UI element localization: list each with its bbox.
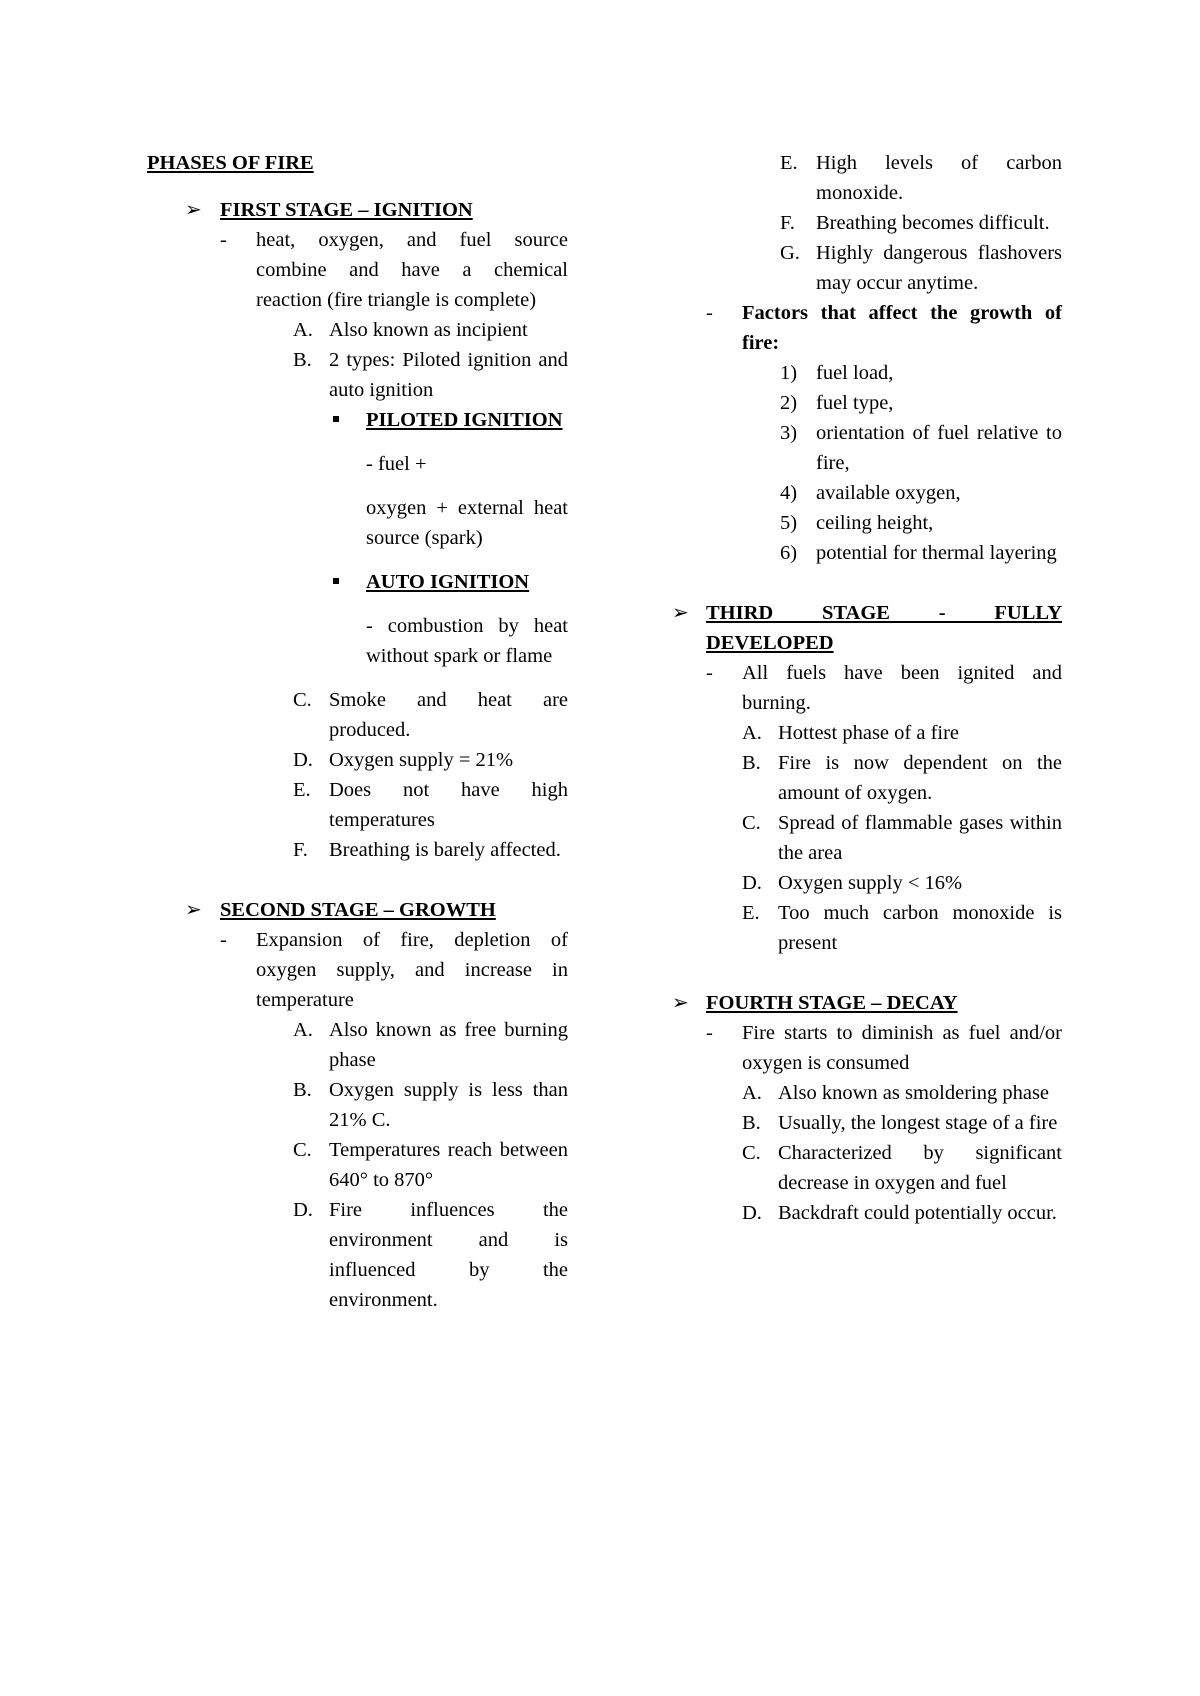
list-item-text: fuel load, bbox=[816, 362, 894, 384]
list-item-text: potential for thermal layering bbox=[816, 542, 1057, 564]
list-item-text: Temperatures reach between 640° to 870° bbox=[329, 1139, 568, 1191]
piloted-ignition-heading: PILOTED IGNITION bbox=[366, 409, 563, 431]
third-stage-description bbox=[706, 658, 1062, 718]
left-column bbox=[147, 148, 568, 1315]
list-item-text: fuel type, bbox=[816, 392, 894, 414]
list-marker: E. bbox=[293, 779, 311, 801]
list-marker: 6) bbox=[780, 542, 798, 564]
second-stage-description bbox=[220, 925, 568, 1015]
list-item-text: Oxygen supply = 21% bbox=[329, 749, 514, 771]
dash-marker: - bbox=[220, 229, 227, 251]
list-marker: B. bbox=[293, 349, 312, 371]
list-item bbox=[780, 358, 1062, 388]
list-marker: 1) bbox=[780, 362, 798, 384]
list-item bbox=[293, 685, 568, 745]
list-marker: E. bbox=[742, 902, 760, 924]
list-item-text: Characterized by significant decrease in oxygen and fuel bbox=[778, 1142, 1062, 1194]
list-item-text: Oxygen supply is less than 21% C. bbox=[329, 1079, 568, 1131]
list-item bbox=[293, 775, 568, 835]
list-marker: A. bbox=[742, 722, 762, 744]
list-item bbox=[780, 148, 1062, 208]
list-marker: D. bbox=[293, 1199, 313, 1221]
list-item bbox=[780, 508, 1062, 538]
list-item bbox=[742, 1138, 1062, 1198]
list-item bbox=[780, 478, 1062, 508]
third-stage-heading bbox=[668, 598, 1062, 658]
list-item bbox=[293, 745, 568, 775]
arrowhead-bullet-icon: ➢ bbox=[185, 899, 202, 921]
list-item-text: High levels of carbon monoxide. bbox=[816, 152, 1062, 204]
list-item-text: Backdraft could potentially occur. bbox=[778, 1202, 1057, 1224]
third-stage-title: THIRD STAGE - FULLY DEVELOPED bbox=[706, 602, 1062, 654]
fourth-stage-description-text: Fire starts to diminish as fuel and/or oxygen is consumed bbox=[742, 1022, 1062, 1074]
list-item-text: Smoke and heat are produced. bbox=[329, 689, 568, 741]
list-item-text: Fire influences the environment and is influenced by the environment. bbox=[329, 1199, 568, 1311]
list-item-text: Hottest phase of a fire bbox=[778, 722, 960, 744]
list-marker: B. bbox=[742, 752, 761, 774]
list-item bbox=[780, 418, 1062, 478]
list-marker: A. bbox=[742, 1082, 762, 1104]
list-marker: D. bbox=[742, 1202, 762, 1224]
list-marker: B. bbox=[742, 1112, 761, 1134]
third-stage-description-text: All fuels have been ignited and burning. bbox=[742, 662, 1062, 714]
list-item bbox=[293, 1195, 568, 1315]
dash-marker: - bbox=[706, 662, 713, 684]
list-item-text: available oxygen, bbox=[816, 482, 961, 504]
dash-marker: - bbox=[706, 302, 713, 324]
list-marker: C. bbox=[293, 1139, 312, 1161]
list-item bbox=[742, 718, 1062, 748]
list-item bbox=[742, 1078, 1062, 1108]
list-item bbox=[742, 748, 1062, 808]
piloted-ignition-block bbox=[330, 405, 568, 553]
list-item-text: Highly dangerous flashovers may occur anytime. bbox=[816, 242, 1062, 294]
auto-ignition-block bbox=[330, 567, 568, 671]
fourth-stage-title: FOURTH STAGE – DECAY bbox=[706, 992, 958, 1014]
list-item bbox=[293, 1135, 568, 1195]
list-item bbox=[293, 315, 568, 345]
page-title: PHASES OF FIRE bbox=[147, 152, 314, 174]
list-item-text: ceiling height, bbox=[816, 512, 934, 534]
auto-ignition-heading: AUTO IGNITION bbox=[366, 571, 530, 593]
list-marker: C. bbox=[742, 1142, 761, 1164]
list-item bbox=[742, 868, 1062, 898]
arrowhead-bullet-icon: ➢ bbox=[672, 602, 689, 624]
list-item-text: Too much carbon monoxide is present bbox=[778, 902, 1062, 954]
list-marker: F. bbox=[780, 212, 795, 234]
second-stage-description-text: Expansion of fire, depletion of oxygen supply, and increase in temperature bbox=[256, 929, 568, 1011]
first-stage-title: FIRST STAGE – IGNITION bbox=[220, 199, 473, 221]
list-marker: A. bbox=[293, 1019, 313, 1041]
list-item-text: Also known as smoldering phase bbox=[778, 1082, 1050, 1104]
list-item bbox=[780, 538, 1062, 568]
list-item-text: Oxygen supply < 16% bbox=[778, 872, 963, 894]
right-column bbox=[668, 148, 1062, 1228]
fourth-stage-description bbox=[706, 1018, 1062, 1078]
auto-ignition-line-1: - combustion by heat without spark or flame bbox=[366, 615, 568, 667]
list-marker: C. bbox=[742, 812, 761, 834]
list-item bbox=[293, 345, 568, 405]
first-stage-description bbox=[220, 225, 568, 315]
list-item-text: Does not have high temperatures bbox=[329, 779, 568, 831]
second-stage-title: SECOND STAGE – GROWTH bbox=[220, 899, 496, 921]
piloted-ignition-line-1: - fuel + bbox=[366, 453, 427, 475]
factors-heading: Factors that affect the growth of fire: bbox=[742, 302, 1062, 354]
list-marker: 5) bbox=[780, 512, 798, 534]
list-item bbox=[293, 835, 568, 865]
list-marker: C. bbox=[293, 689, 312, 711]
list-item-text: Also known as free burning phase bbox=[329, 1019, 568, 1071]
list-marker: 4) bbox=[780, 482, 798, 504]
list-item bbox=[780, 238, 1062, 298]
list-item bbox=[293, 1075, 568, 1135]
list-item-text: Also known as incipient bbox=[329, 319, 528, 341]
list-item bbox=[780, 388, 1062, 418]
list-item-text: Usually, the longest stage of a fire bbox=[778, 1112, 1058, 1134]
list-marker: D. bbox=[742, 872, 762, 894]
arrowhead-bullet-icon: ➢ bbox=[672, 992, 689, 1014]
factors-block bbox=[706, 298, 1062, 358]
list-marker: 3) bbox=[780, 422, 798, 444]
list-item-text: Breathing is barely affected. bbox=[329, 839, 561, 861]
list-item-text: 2 types: Piloted ignition and auto ignition bbox=[329, 349, 568, 401]
list-marker: B. bbox=[293, 1079, 312, 1101]
arrowhead-bullet-icon: ➢ bbox=[185, 199, 202, 221]
list-marker: A. bbox=[293, 319, 313, 341]
list-item bbox=[742, 808, 1062, 868]
piloted-ignition-line-2: oxygen + external heat source (spark) bbox=[366, 497, 568, 549]
list-marker: G. bbox=[780, 242, 800, 264]
square-bullet-icon bbox=[333, 578, 339, 584]
list-marker: E. bbox=[780, 152, 798, 174]
fourth-stage-heading bbox=[668, 988, 1062, 1018]
list-marker: D. bbox=[293, 749, 313, 771]
list-item bbox=[742, 898, 1062, 958]
list-marker: F. bbox=[293, 839, 308, 861]
list-item bbox=[742, 1108, 1062, 1138]
dash-marker: - bbox=[706, 1022, 713, 1044]
list-item-text: Breathing becomes difficult. bbox=[816, 212, 1050, 234]
square-bullet-icon bbox=[333, 416, 339, 422]
list-marker: 2) bbox=[780, 392, 798, 414]
second-stage-heading bbox=[147, 895, 568, 925]
list-item bbox=[742, 1198, 1062, 1228]
first-stage-description-text: heat, oxygen, and fuel source combine and have a chemical reaction (fire triangle is complete) bbox=[256, 229, 568, 311]
list-item-text: Fire is now dependent on the amount of oxygen. bbox=[778, 752, 1062, 804]
dash-marker: - bbox=[220, 929, 227, 951]
list-item bbox=[293, 1015, 568, 1075]
first-stage-heading bbox=[147, 195, 568, 225]
list-item-text: orientation of fuel relative to fire, bbox=[816, 422, 1062, 474]
list-item bbox=[780, 208, 1062, 238]
list-item-text: Spread of flammable gases within the area bbox=[778, 812, 1062, 864]
